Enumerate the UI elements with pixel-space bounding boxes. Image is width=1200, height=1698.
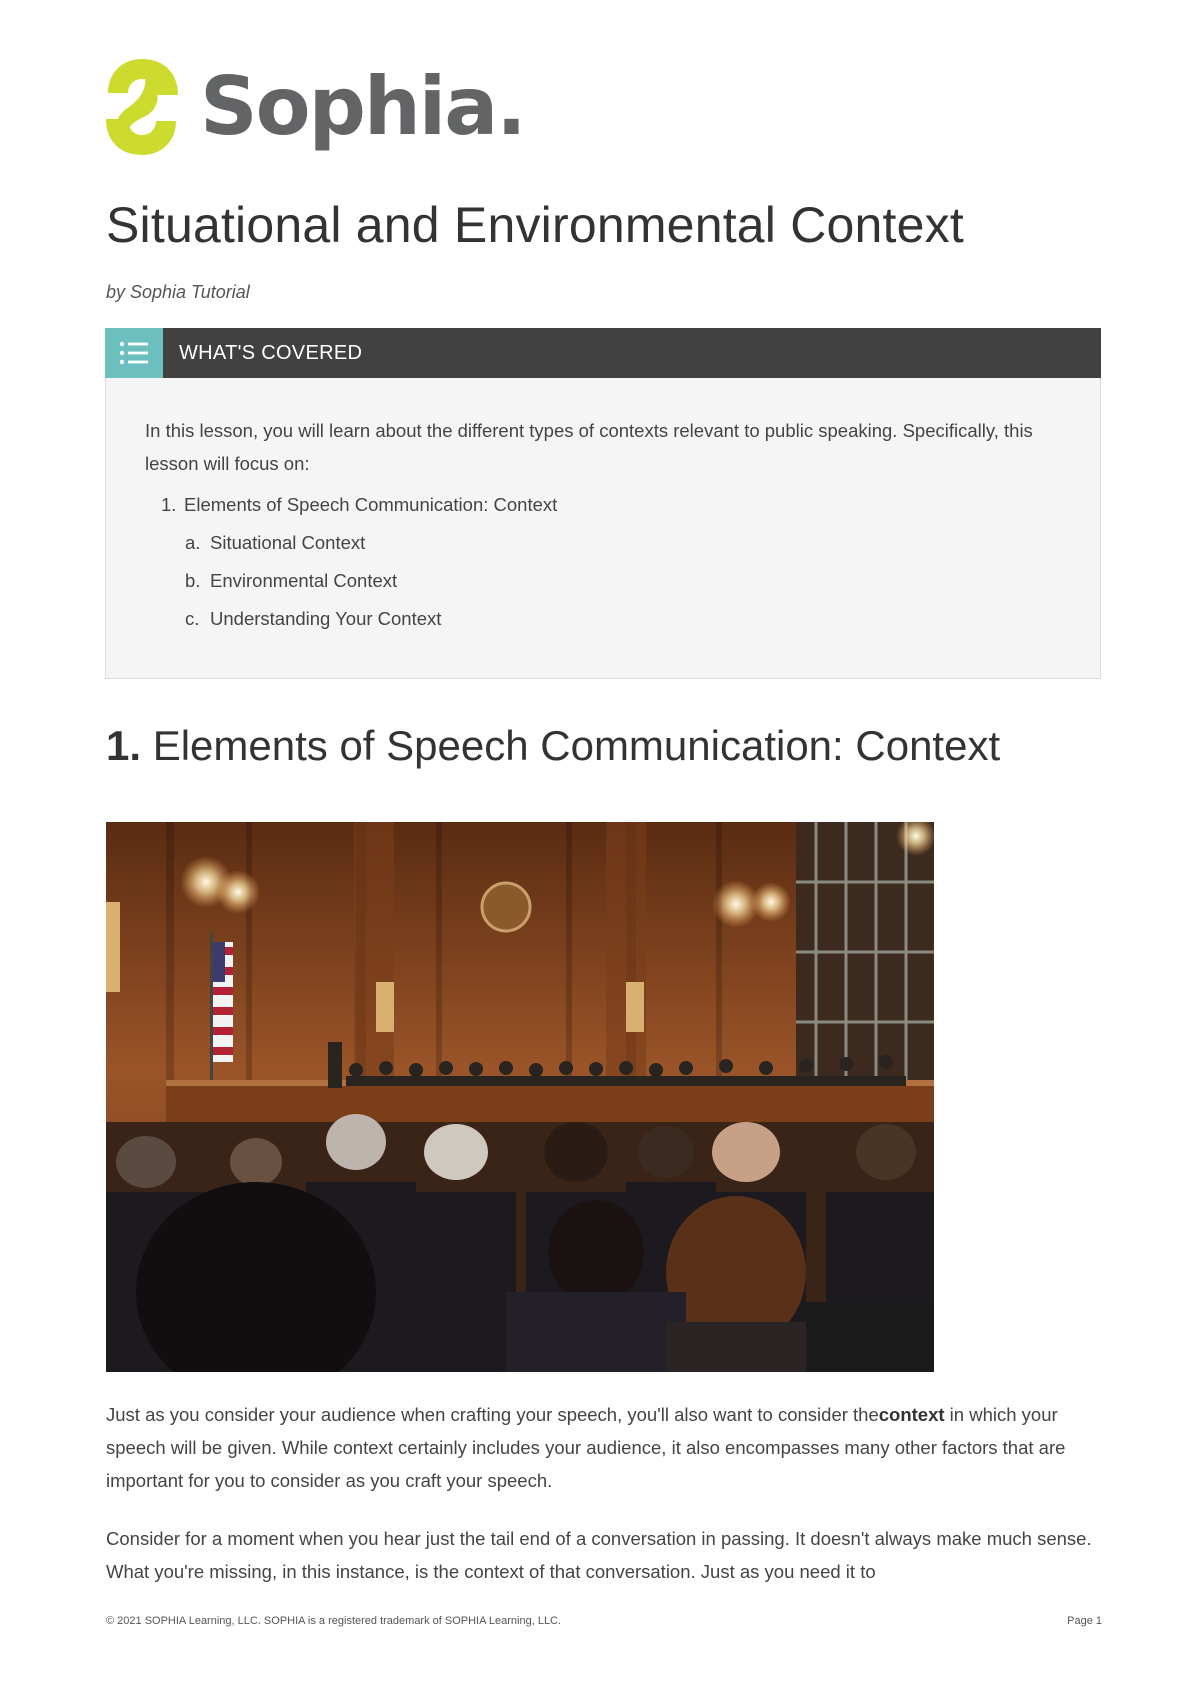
section-heading: 1. Elements of Speech Communication: Context — [106, 722, 1001, 769]
page-title: Situational and Environmental Context — [106, 197, 964, 253]
lesson-outline — [145, 486, 1060, 638]
outline-item: c. Understanding Your Context — [185, 608, 442, 629]
body-paragraph: Consider for a moment when you hear just the tail end of a conversation in passing. It doesn't always make much sense. What you're missing, in this instance, is the context of that conversation. Just as you need it to — [106, 1528, 1092, 1582]
whats-covered-header — [105, 328, 1101, 378]
sophia-wordmark: Sophia. — [200, 60, 525, 153]
outline-item: b. Environmental Context — [185, 570, 398, 591]
outline-item: 1. Elements of Speech Communication: Context — [161, 494, 558, 515]
whats-covered-box — [105, 328, 1101, 679]
sophia-logo — [104, 52, 525, 162]
copyright-notice: © 2021 SOPHIA Learning, LLC. SOPHIA is a registered trademark of SOPHIA Learning, LLC. — [106, 1615, 562, 1627]
key-term: context — [878, 1404, 945, 1425]
whats-covered-intro: In this lesson, you will learn about the different types of contexts relevant to public speaking. Specifically, this lesson will focus on: — [145, 420, 1033, 474]
byline: by Sophia Tutorial — [106, 282, 250, 302]
page-footer — [106, 1615, 1102, 1627]
whats-covered-body — [105, 378, 1101, 679]
page-number: Page 1 — [1067, 1615, 1102, 1627]
outline-item: a. Situational Context — [185, 532, 366, 553]
list-icon — [105, 328, 163, 378]
whats-covered-title: WHAT'S COVERED — [179, 341, 363, 364]
body-paragraph: Just as you consider your audience when crafting your speech, you'll also want to consider thecontext in which your speech will be given. While context certainly includes your audience, it also encompasses many other factors that are important for you to consider as you craft your speech. — [106, 1404, 1066, 1491]
hearing-room-photo — [106, 822, 934, 1372]
sophia-logo-mark-icon — [104, 55, 180, 159]
